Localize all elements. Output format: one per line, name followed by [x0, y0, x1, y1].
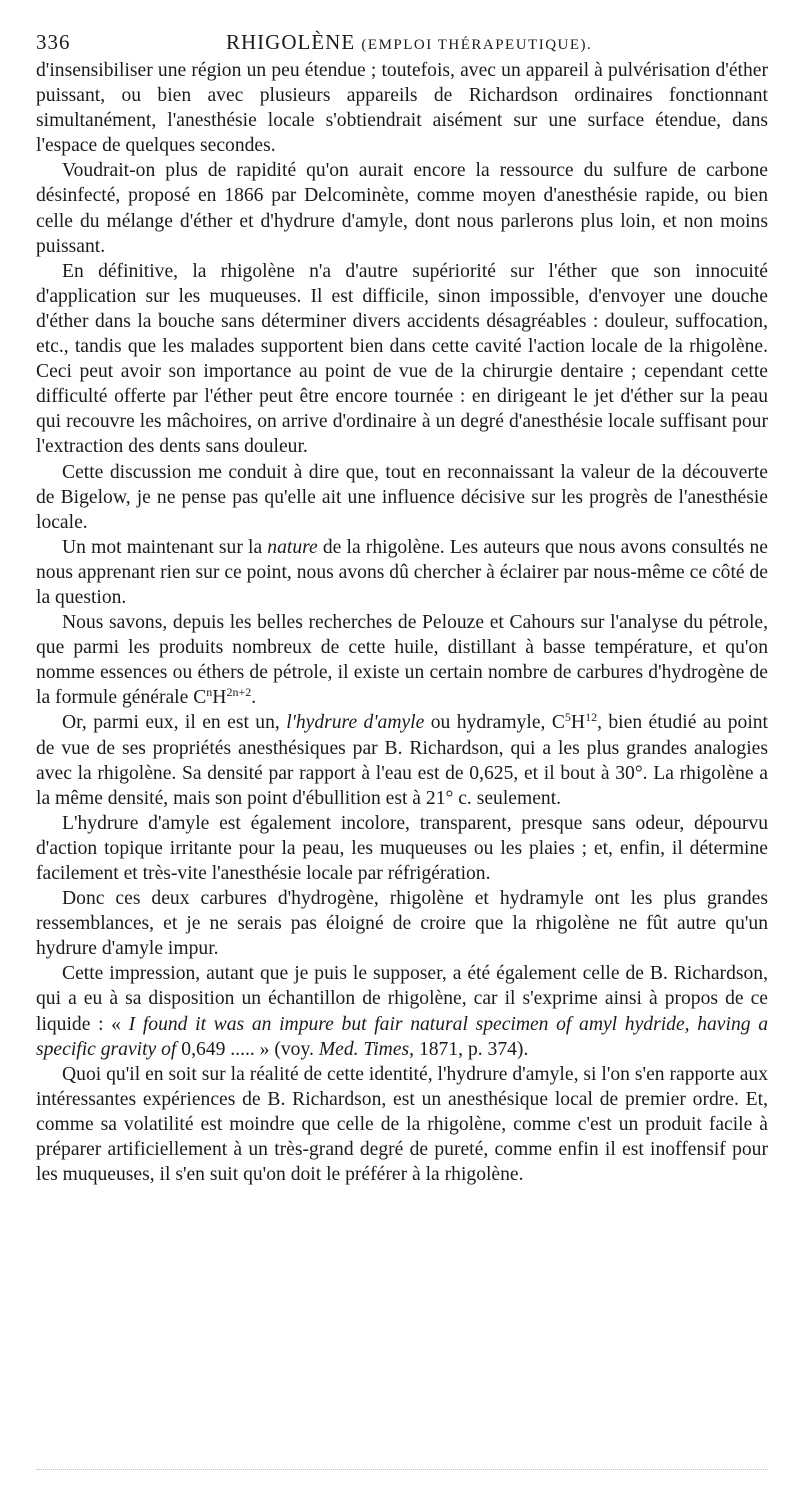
footer-dotted-rule	[36, 1469, 768, 1470]
page-header	[36, 30, 768, 54]
paragraph-5-text-end: de la rhigolène. Les auteurs que nous avons consultés ne nous apprenant rien sur ce point, nous avons dû chercher à éclairer par nous-même ce côté de la question.	[36, 536, 768, 608]
paragraph-5-italic: nature	[267, 536, 318, 558]
journal-title: Med. Times	[318, 1038, 410, 1060]
paragraph-2: Voudrait-on plus de rapidité qu'on aurait encore la ressource du sulfure de carbone désinfecté, proposé en 1866 par Delcominète, comme moyen d'anesthésie rapide, ou bien celle du mélange d'éther et d'hydrure d'amyle, dont nous parlerons plus loin, et non moins puissant.	[36, 160, 768, 257]
page-number: 336	[36, 30, 71, 54]
paragraph-10-text-end: , 1871, p. 374).	[409, 1038, 529, 1060]
formula-hydrogen: H	[212, 687, 227, 709]
formula-superscript-2n2: 2n+2	[226, 685, 252, 700]
paragraph-11: Quoi qu'il en soit sur la réalité de cette identité, l'hydrure d'amyle, si l'on s'en rapporte aux intéressantes expériences de B. Richardson, est un anesthésique local de premier ordre. Et, comme sa volatilité est moindre que celle de la rhigolène, comme c'est un produit facile à préparer artificiellement à un très-grand degré de pureté, comme enfin il est inoffensif pour les muqueuses, il s'en suit qu'on doit le préférer à la rhigolène.	[36, 1063, 768, 1186]
paragraph-9: Donc ces deux carbures d'hydrogène, rhigolène et hydramyle ont les plus grandes ressemblances, et je ne serais pas éloigné de croire que la rhigolène ne fût autre qu'un hydrure d'amyle impur.	[36, 888, 768, 960]
paragraph-3: En définitive, la rhigolène n'a d'autre supériorité sur l'éther que son innocuité d'application sur les muqueuses. Il est difficile, sinon impossible, d'envoyer une douche d'éther dans la bouche sans déterminer divers accidents désagréables : douleur, suffocation, etc., tandis que les malades supportent bien dans cette cavité l'action locale de la rhigolène. Ceci peut avoir son importance au point de vue de la chirurgie dentaire ; cependant cette difficulté offerte par l'éther peut être encore tournée : en dirigeant le jet d'éther sur la peau qui recouvre les mâchoires, on arrive d'ordinaire à un degré d'anesthésie locale suffisant pour l'extraction des dents sans douleur.	[36, 260, 768, 458]
paragraph-10-text: Cette impression, autant que je puis le supposer, a été également celle de B. Richardson, qui a eu à sa disposition un échantillon de rhigolène, car il s'exprime ainsi à propos de ce liquide : «	[36, 963, 768, 1035]
paragraph-6-text-end: .	[251, 687, 257, 709]
paragraph-7	[36, 710, 768, 810]
book-page	[36, 30, 768, 1187]
formula-superscript-5: 5	[564, 710, 571, 725]
running-head-title: RHIGOLÈNE	[226, 30, 356, 54]
paragraph-7-italic: l'hydrure d'amyle	[286, 712, 425, 734]
paragraph-7-text: Or, parmi eux, il en est un,	[62, 712, 287, 734]
paragraph-10	[36, 961, 768, 1061]
paragraph-7-text-end: , bien étudié au point de vue de ses propriétés anesthésiques par B. Richardson, qui a les plus grandes analogies avec la rhigolène. Sa densité par rapport à l'eau est de 0,625, et il bout à 30°. La rhigolène a la même densité, mais son point d'ébullition est à 21° c. seulement.	[36, 712, 769, 809]
formula-hydrogen-2: H	[570, 712, 586, 734]
paragraph-6-text: Nous savons, depuis les belles recherches de Pelouze et Cahours sur l'analyse du pétrole, que parmi les produits nombreux de cette huile, distillant à basse température, et qu'on nomme essences ou éthers de pétrole, il existe un certain nombre de carbures d'hydrogène de la formule générale C	[36, 612, 768, 709]
paragraph-7-text-2: ou hydramyle, C	[424, 712, 565, 734]
formula-superscript-n: n	[206, 685, 213, 700]
paragraph-5	[36, 535, 768, 610]
running-head	[226, 30, 592, 57]
paragraph-8: L'hydrure d'amyle est également incolore, transparent, presque sans odeur, dépourvu d'action topique irritante pour la peau, les muqueuses ou les plaies ; et, enfin, il détermine facilement et très-vite l'anesthésie locale par réfrigération.	[36, 812, 768, 884]
english-quote: I found it was an impure but fair natural specimen of amyl hydride, having a specific gravity of	[36, 1013, 768, 1060]
paragraph-6	[36, 610, 768, 710]
body-text	[36, 58, 768, 1187]
paragraph-5-text: Un mot maintenant sur la	[62, 536, 268, 558]
paragraph-1: d'insensibiliser une région un peu étendue ; toutefois, avec un appareil à pulvérisation d'éther puissant, ou bien avec plusieurs appareils de Richardson ordinaires fonctionnant simultanément, l'anesthésie locale s'obtiendrait aisément sur une surface étendue, dans l'espace de quelques secondes.	[36, 60, 768, 157]
formula-superscript-12: 12	[585, 710, 598, 725]
paragraph-10-text-2: 0,649 ..... » (voy.	[176, 1038, 319, 1060]
paragraph-4: Cette discussion me conduit à dire que, tout en reconnaissant la valeur de la découverte de Bigelow, je ne pense pas qu'elle ait une influence décisive sur les progrès de l'anesthésie locale.	[36, 461, 768, 533]
running-head-subtitle: (EMPLOI THÉRAPEUTIQUE).	[361, 37, 593, 53]
